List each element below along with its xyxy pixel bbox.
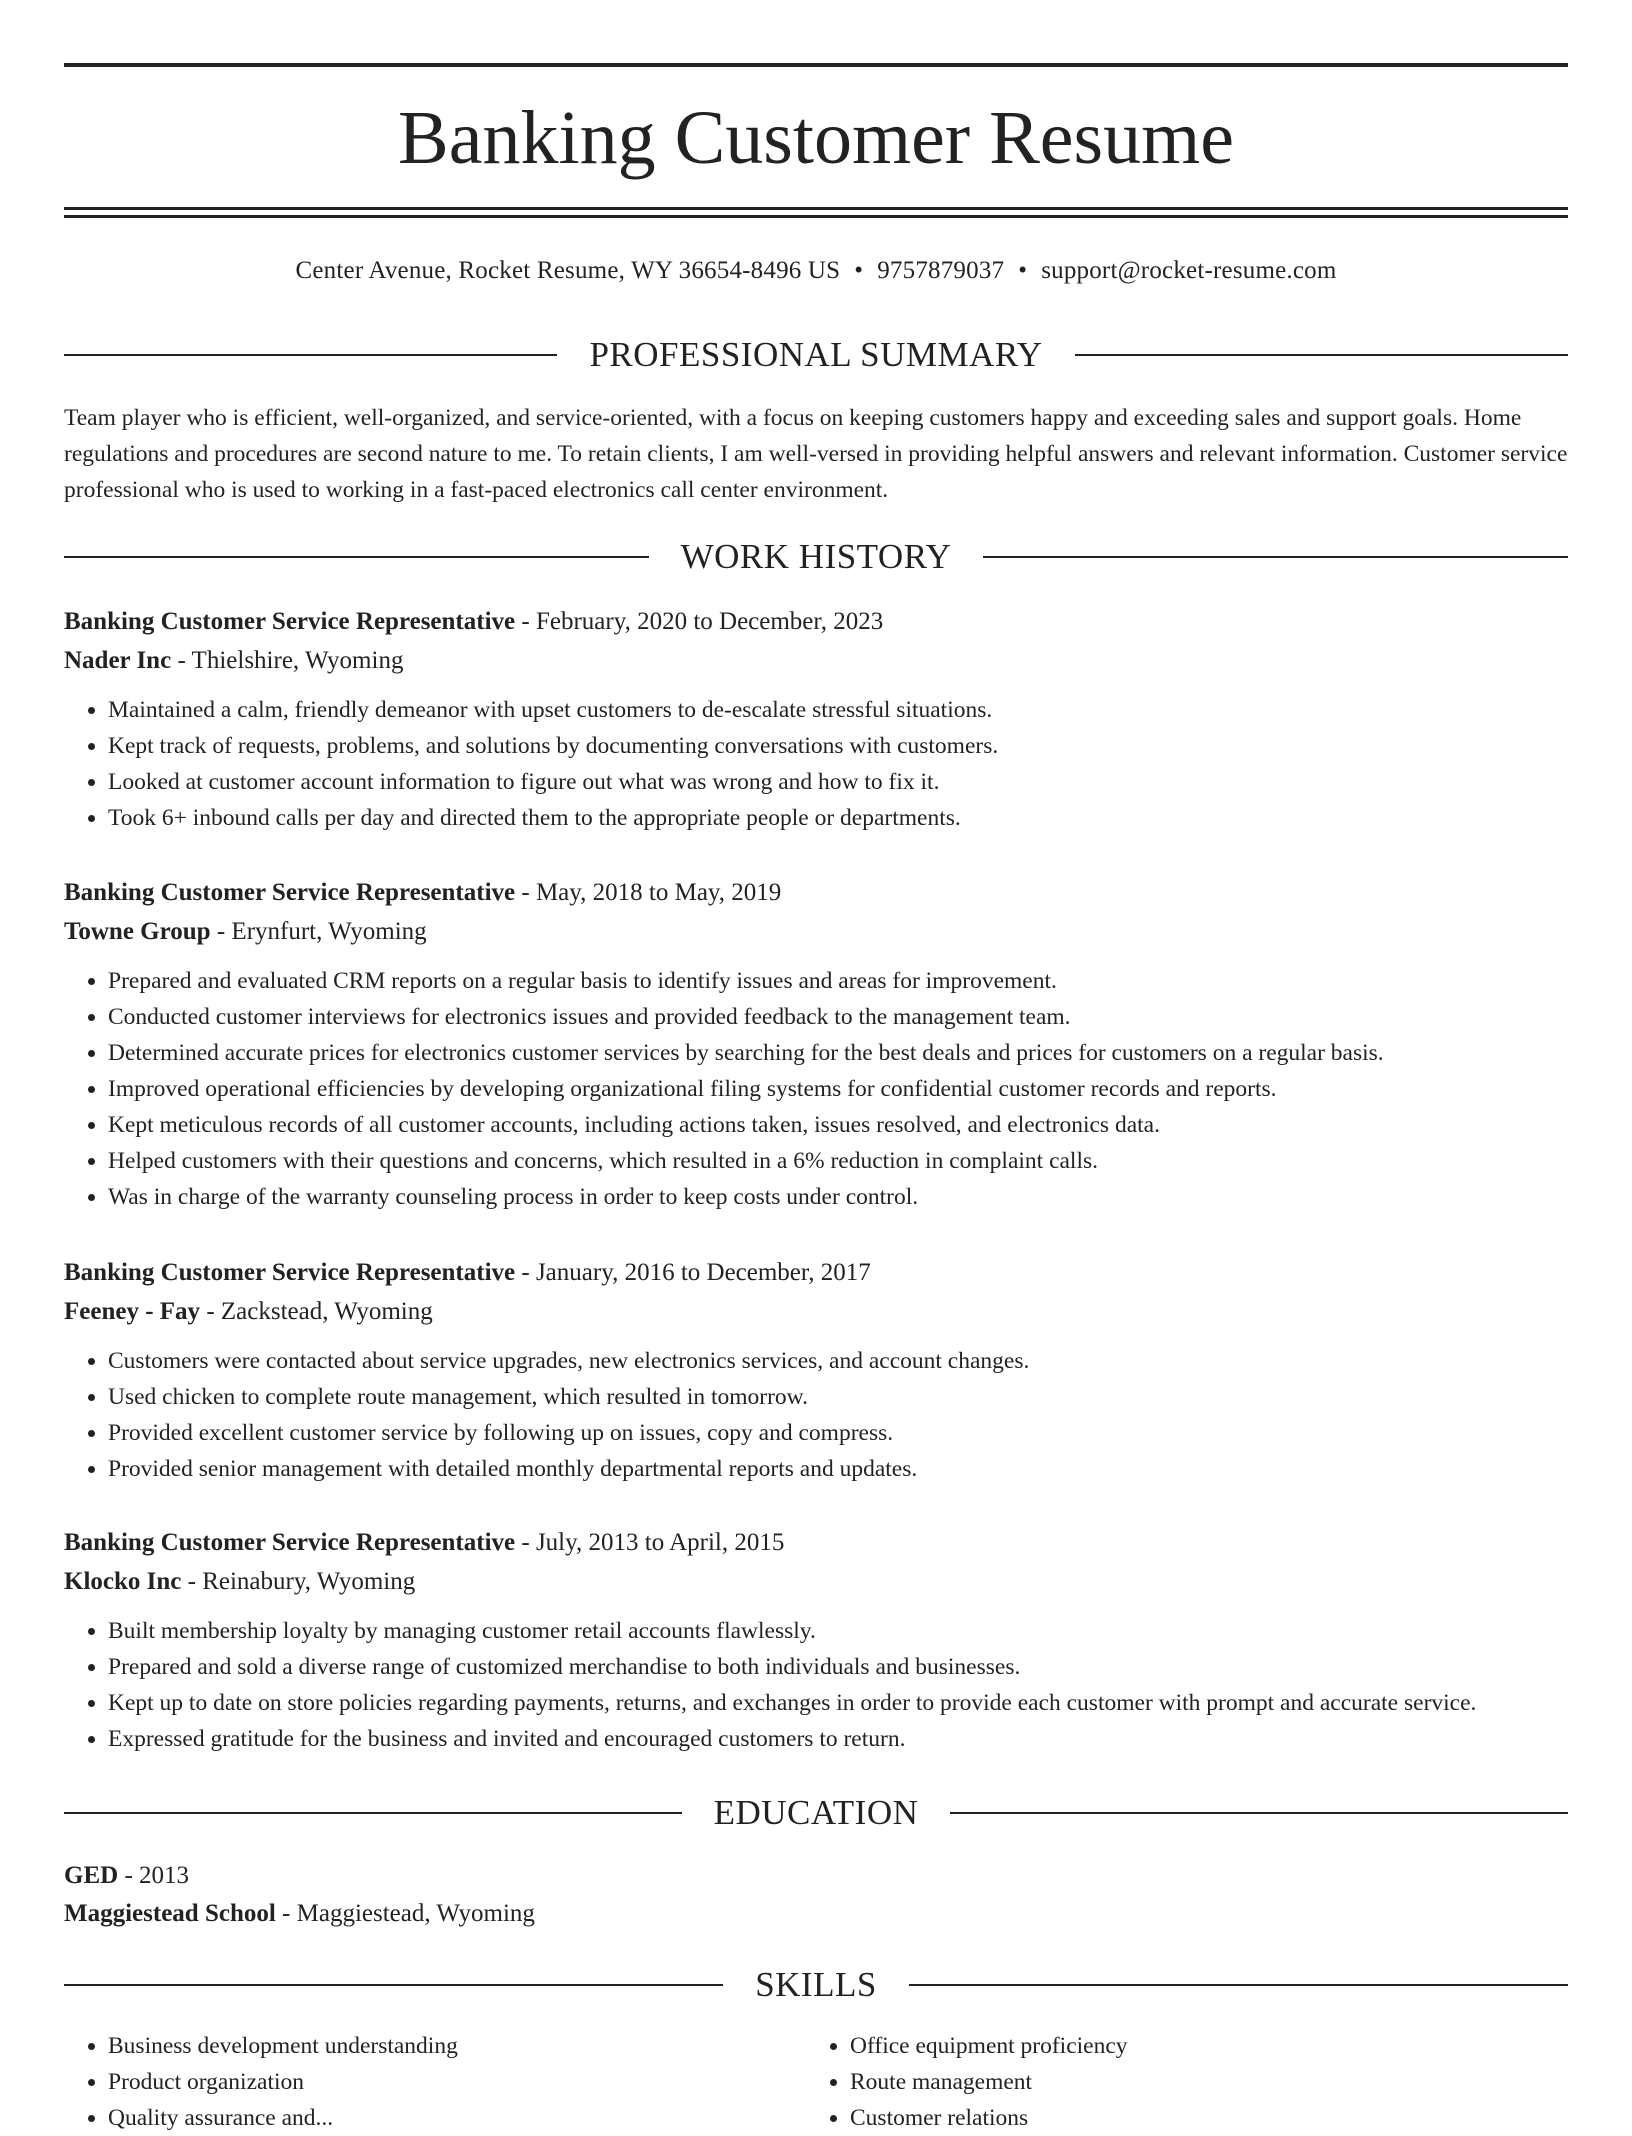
job-bullets	[64, 1343, 1568, 1487]
section-title-work: WORK HISTORY	[680, 537, 952, 576]
section-header-skills	[64, 1963, 1568, 2007]
contact-address: Center Avenue, Rocket Resume, WY 36654-8496 US	[295, 257, 841, 284]
skill-item: • Business development understanding	[108, 2028, 806, 2064]
section-rule-right	[983, 556, 1568, 558]
job-bullet: • Used chicken to complete route management, which resulted in tomorrow.	[108, 1379, 1568, 1415]
section-title-summary: PROFESSIONAL SUMMARY	[589, 335, 1043, 374]
skill-item: • Product organization	[108, 2064, 806, 2100]
skills-column-right	[806, 2028, 1548, 2136]
contact-phone: 9757879037	[877, 257, 1005, 284]
job-dates: - January, 2016 to December, 2017	[515, 1259, 871, 1286]
section-header-education	[64, 1791, 1568, 1835]
education-degree-line	[64, 1857, 1568, 1895]
job-company-line	[64, 1293, 1568, 1331]
job-dates: - July, 2013 to April, 2015	[515, 1529, 785, 1556]
job-dates: - February, 2020 to December, 2023	[515, 608, 884, 635]
section-rule-right	[909, 1984, 1568, 1986]
job-bullet: • Looked at customer account information to figure out what was wrong and how to fix it.	[108, 764, 1568, 800]
title-double-rule	[64, 207, 1568, 219]
section-header-summary	[64, 333, 1568, 377]
section-rule-left	[64, 1984, 723, 1986]
job-company: Nader Inc	[64, 647, 172, 674]
contact-separator: •	[1018, 257, 1028, 284]
education-school-line	[64, 1895, 1568, 1933]
job-title-line	[64, 1254, 1568, 1292]
job-location: - Zackstead, Wyoming	[200, 1298, 433, 1325]
job-bullet: • Prepared and sold a diverse range of customized merchandise to both individuals and businesses.	[108, 1649, 1568, 1685]
job-bullet: • Provided senior management with detailed monthly departmental reports and updates.	[108, 1451, 1568, 1487]
job-entry	[64, 1254, 1568, 1487]
job-bullet: • Determined accurate prices for electronics customer services by searching for the best deals and prices for customers on a regular basis.	[108, 1035, 1568, 1071]
job-company: Towne Group	[64, 918, 211, 945]
skill-item: • Office equipment proficiency	[850, 2028, 1548, 2064]
section-rule-left	[64, 1812, 682, 1814]
job-title-line	[64, 1524, 1568, 1562]
section-rule-left	[64, 556, 649, 558]
job-company: Klocko Inc	[64, 1568, 182, 1595]
job-title-line	[64, 603, 1568, 641]
section-title-skills: SKILLS	[755, 1965, 877, 2004]
skill-item: • Customer relations	[850, 2100, 1548, 2136]
job-bullet: • Kept up to date on store policies regarding payments, returns, and exchanges in order to provide each customer with prompt and accurate service.	[108, 1685, 1568, 1721]
job-bullet: • Expressed gratitude for the business and invited and encouraged customers to return.	[108, 1721, 1568, 1757]
contact-line	[64, 254, 1568, 288]
job-bullet: • Provided excellent customer service by following up on issues, copy and compress.	[108, 1415, 1568, 1451]
job-company: Feeney - Fay	[64, 1298, 201, 1325]
skills-list	[64, 2028, 1568, 2136]
job-entry	[64, 1524, 1568, 1757]
job-title: Banking Customer Service Representative	[64, 608, 516, 635]
job-bullet: • Maintained a calm, friendly demeanor with upset customers to de-escalate stressful situations.	[108, 692, 1568, 728]
top-rule	[64, 63, 1568, 67]
contact-separator: •	[854, 257, 864, 284]
job-title: Banking Customer Service Representative	[64, 879, 516, 906]
job-location: - Erynfurt, Wyoming	[210, 918, 427, 945]
job-bullet: • Took 6+ inbound calls per day and directed them to the appropriate people or departments.	[108, 800, 1568, 836]
job-bullet: • Kept meticulous records of all customer accounts, including actions taken, issues resolved, and electronics data.	[108, 1107, 1568, 1143]
section-rule-right	[1075, 354, 1568, 356]
job-location: - Reinabury, Wyoming	[181, 1568, 416, 1595]
education-entry	[64, 1857, 1568, 1933]
job-bullet: • Was in charge of the warranty counseling process in order to keep costs under control.	[108, 1179, 1568, 1215]
job-bullets	[64, 1613, 1568, 1757]
education-degree: GED	[64, 1862, 119, 1889]
job-bullet: • Kept track of requests, problems, and solutions by documenting conversations with customers.	[108, 728, 1568, 764]
job-entry	[64, 874, 1568, 1215]
summary-text: Team player who is efficient, well-organized, and service-oriented, with a focus on keeping customers happy and exceeding sales and support goals. Home regulations and procedures are second nature to me. To retain clients, I am well-versed in providing helpful answers and relevant information. Customer service professional who is used to working in a fast-paced electronics call center environment.	[64, 405, 1568, 503]
job-bullet: • Improved operational efficiencies by developing organizational filing systems for confidential customer records and reports.	[108, 1071, 1568, 1107]
job-bullets	[64, 963, 1568, 1215]
job-dates: - May, 2018 to May, 2019	[515, 879, 782, 906]
job-bullet: • Customers were contacted about service upgrades, new electronics services, and account changes.	[108, 1343, 1568, 1379]
education-year: - 2013	[118, 1862, 190, 1889]
job-title: Banking Customer Service Representative	[64, 1529, 516, 1556]
job-bullets	[64, 692, 1568, 836]
job-bullet: • Conducted customer interviews for electronics issues and provided feedback to the management team.	[108, 999, 1568, 1035]
section-rule-right	[950, 1812, 1568, 1814]
job-company-line	[64, 642, 1568, 680]
section-title-education: EDUCATION	[713, 1793, 919, 1832]
job-entry	[64, 603, 1568, 836]
job-title-line	[64, 874, 1568, 912]
job-title: Banking Customer Service Representative	[64, 1259, 516, 1286]
skill-item: • Route management	[850, 2064, 1548, 2100]
job-bullet: • Prepared and evaluated CRM reports on a regular basis to identify issues and areas for improvement.	[108, 963, 1568, 999]
education-school: Maggiestead School	[64, 1900, 276, 1927]
skills-column-left	[64, 2028, 806, 2136]
job-bullet: • Built membership loyalty by managing customer retail accounts flawlessly.	[108, 1613, 1568, 1649]
job-company-line	[64, 913, 1568, 951]
resume-title: Banking Customer Resume	[398, 96, 1234, 180]
contact-email: support@rocket-resume.com	[1041, 257, 1337, 284]
job-location: - Thielshire, Wyoming	[171, 647, 404, 674]
job-company-line	[64, 1563, 1568, 1601]
section-header-work	[64, 535, 1568, 579]
education-location: - Maggiestead, Wyoming	[275, 1900, 535, 1927]
section-rule-left	[64, 354, 557, 356]
job-bullet: • Helped customers with their questions and concerns, which resulted in a 6% reduction in complaint calls.	[108, 1143, 1568, 1179]
skill-item: • Quality assurance and...	[108, 2100, 806, 2136]
